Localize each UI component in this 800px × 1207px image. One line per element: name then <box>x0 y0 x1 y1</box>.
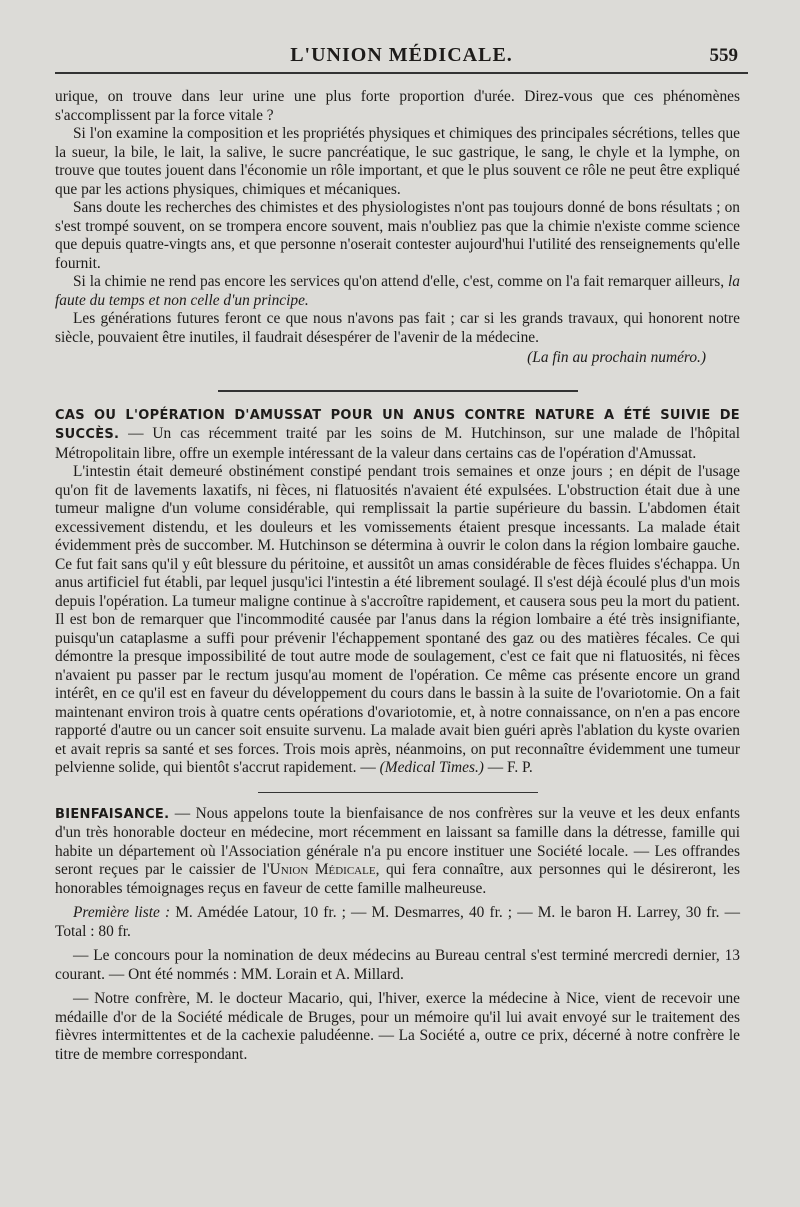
source-citation: (Medical Times.) <box>379 759 484 776</box>
section-divider <box>218 390 578 392</box>
section-heading: CAS OU L'OPÉRATION D'AMUSSAT POUR UN ANUS CONTRE NATURE A ÉTÉ SUIVIE DE SUCCÈS. <box>55 407 740 442</box>
paragraph <box>55 463 740 778</box>
paragraph-text: , qui fera connaître, aux personnes qui le désireront, les honorables témoignages reçus en faveur de cette famille malheureuse. <box>55 861 741 897</box>
paragraph: Les générations futures feront ce que nous n'avons pas fait ; car si les grands travaux, qui honorent notre siècle, pouvaient être inutiles, il faudrait désespérer de l'avenir de la médecine. <box>55 310 740 346</box>
article-body <box>55 88 740 1064</box>
section-heading: BIENFAISANCE. <box>55 806 170 822</box>
paragraph: Si l'on examine la composition et les propriétés physiques et chimiques des principales sécrétions, telles que la sueur, la bile, le lait, la salive, le sucre pancréatique, le suc gastrique, le sang, le chyle et la lymphe, on trouve que toutes jouent dans l'économie un rôle important, et que le plus souvent ce rôle ne peut être expliqué que par les actions physiques, chimiques et mécaniques. <box>55 125 740 198</box>
paragraph <box>55 273 740 310</box>
paragraph <box>55 904 740 941</box>
page-number: 559 <box>709 45 738 66</box>
journal-name: Union Médicale <box>269 861 376 878</box>
journal-title: L'UNION MÉDICALE. <box>290 44 513 66</box>
paragraph-text: — Nous appelons toute la bienfaisance de nos confrères sur la veuve et les deux enfants d'un très honorable docteur en médecine, mort récemment en laissant sa famille dans la détresse, famille qui habite un département où l'Association générale n'a pu encore instituer une Société locale. — Les offrandes seront reçues par le caissier de l' <box>55 804 740 878</box>
paragraph <box>55 805 740 899</box>
paragraph: — Le concours pour la nomination de deux médecins au Bureau central s'est terminé mercredi dernier, 13 courant. — Ont été nommés : MM. Lorain et A. Millard. <box>55 947 740 983</box>
list-label: Première liste : <box>73 904 171 921</box>
continuation-note: (La fin au prochain numéro.) <box>527 349 706 366</box>
paragraph-text: L'intestin était demeuré obstinément constipé pendant trois semaines et onze jours ; en dépit de l'usage qu'on fit de lavements laxatifs, ni fèces, ni flatuosités n'avaient été expulsées. L'obstruction était due à une tumeur maligne d'un volume considérable, qui remplissait la partie supérieure du bassin. L'abdomen était excessivement distendu, et les douleurs et les vomissements étaient presque incessants. La malade était évidemment près de succomber. M. Hutchinson se détermina à ouvrir le colon dans la région lombaire gauche. Ce fut fait sans qu'il y eût blessure du péritoine, et aussitôt un amas considérable de fèces fluides s'échappa. Un anus artificiel fut établi, par lequel jusqu'ici l'intestin a été librement soulagé. Il s'est déjà écoulé plus d'un mois depuis l'opération. La tumeur maligne continue à s'accroître rapidement, et causera sous peu la mort du patient. Il est bon de remarquer que l'incommodité causée par l'anus dans la région lombaire a été très insignifiante, puisqu'un cataplasme a suffi pour prévenir l'échappement spontané des gaz ou des matières fécales. Ce qui démontre la presque impossibilité de tout autre mode de soulagement, c'est ce fait que ni flatuosités, ni fèces n'avaient pu passer par le rectum jusqu'au moment de l'opération. Ce même cas présente encore un grand intérêt, en ce qu'il est en faveur du développement du cours dans le bassin à la suite de l'ovariotomie. On a fait maintenant environ trois à quatre cents opérations d'ovariotomie, et, à notre connaissance, on n'en a pas encore rapporté d'autre ou un cancer soit ensuite survenu. La malade avait bien guéri après l'ablation du kyste ovarien et avait repris sa santé et ses forces. Trois mois après, néanmoins, on put reconnaître évidemment une tumeur pelvienne solide, qui bientôt s'accrut rapidement. — <box>55 463 740 776</box>
header-rule <box>55 72 748 74</box>
signature: — F. P. <box>487 759 533 776</box>
paragraph: Sans doute les recherches des chimistes et des physiologistes n'ont pas toujours donné de bons résultats ; on s'est trompé souvent, on se trompera encore souvent, mais n'oubliez pas que la chimie n'existe comme science que depuis quatre-vingts ans, et que personne n'oserait contester aujourd'hui l'utilité des renseignements qu'elle fournit. <box>55 199 740 272</box>
list-text: M. Amédée Latour, 10 fr. ; — M. Desmarres, 40 fr. ; — M. le baron H. Larrey, 30 fr. — Total : 80 fr. <box>55 904 741 940</box>
paragraph: urique, on trouve dans leur urine une plus forte proportion d'urée. Direz-vous que ces phénomènes s'accomplissent par la force vitale ? <box>55 88 740 124</box>
paragraph-text: — Un cas récemment traité par les soins de M. Hutchinson, sur une malade de l'hôpital Métropolitain libre, offre un exemple intéressant de la valeur dans certains cas de l'opération d'Amussat. <box>55 425 740 462</box>
running-head <box>55 0 748 66</box>
paragraph <box>55 406 740 464</box>
paragraph: — Notre confrère, M. le docteur Macario, qui, l'hiver, exerce la médecine à Nice, vient de recevoir une médaille d'or de la Société médicale de Bruges, pour un mémoire qu'il lui avait envoyé sur le traitement des fièvres intermittentes et de la cachexie paludéenne. — La Société a, outre ce prix, décerné à notre confrère le titre de membre correspondant. <box>55 990 740 1063</box>
section-divider <box>258 792 538 793</box>
paragraph-text: Si la chimie ne rend pas encore les services qu'on attend d'elle, c'est, comme on l'a fait remarquer ailleurs, <box>73 273 725 290</box>
emphasis-text: la faute du temps et non celle d'un principe. <box>55 273 740 309</box>
